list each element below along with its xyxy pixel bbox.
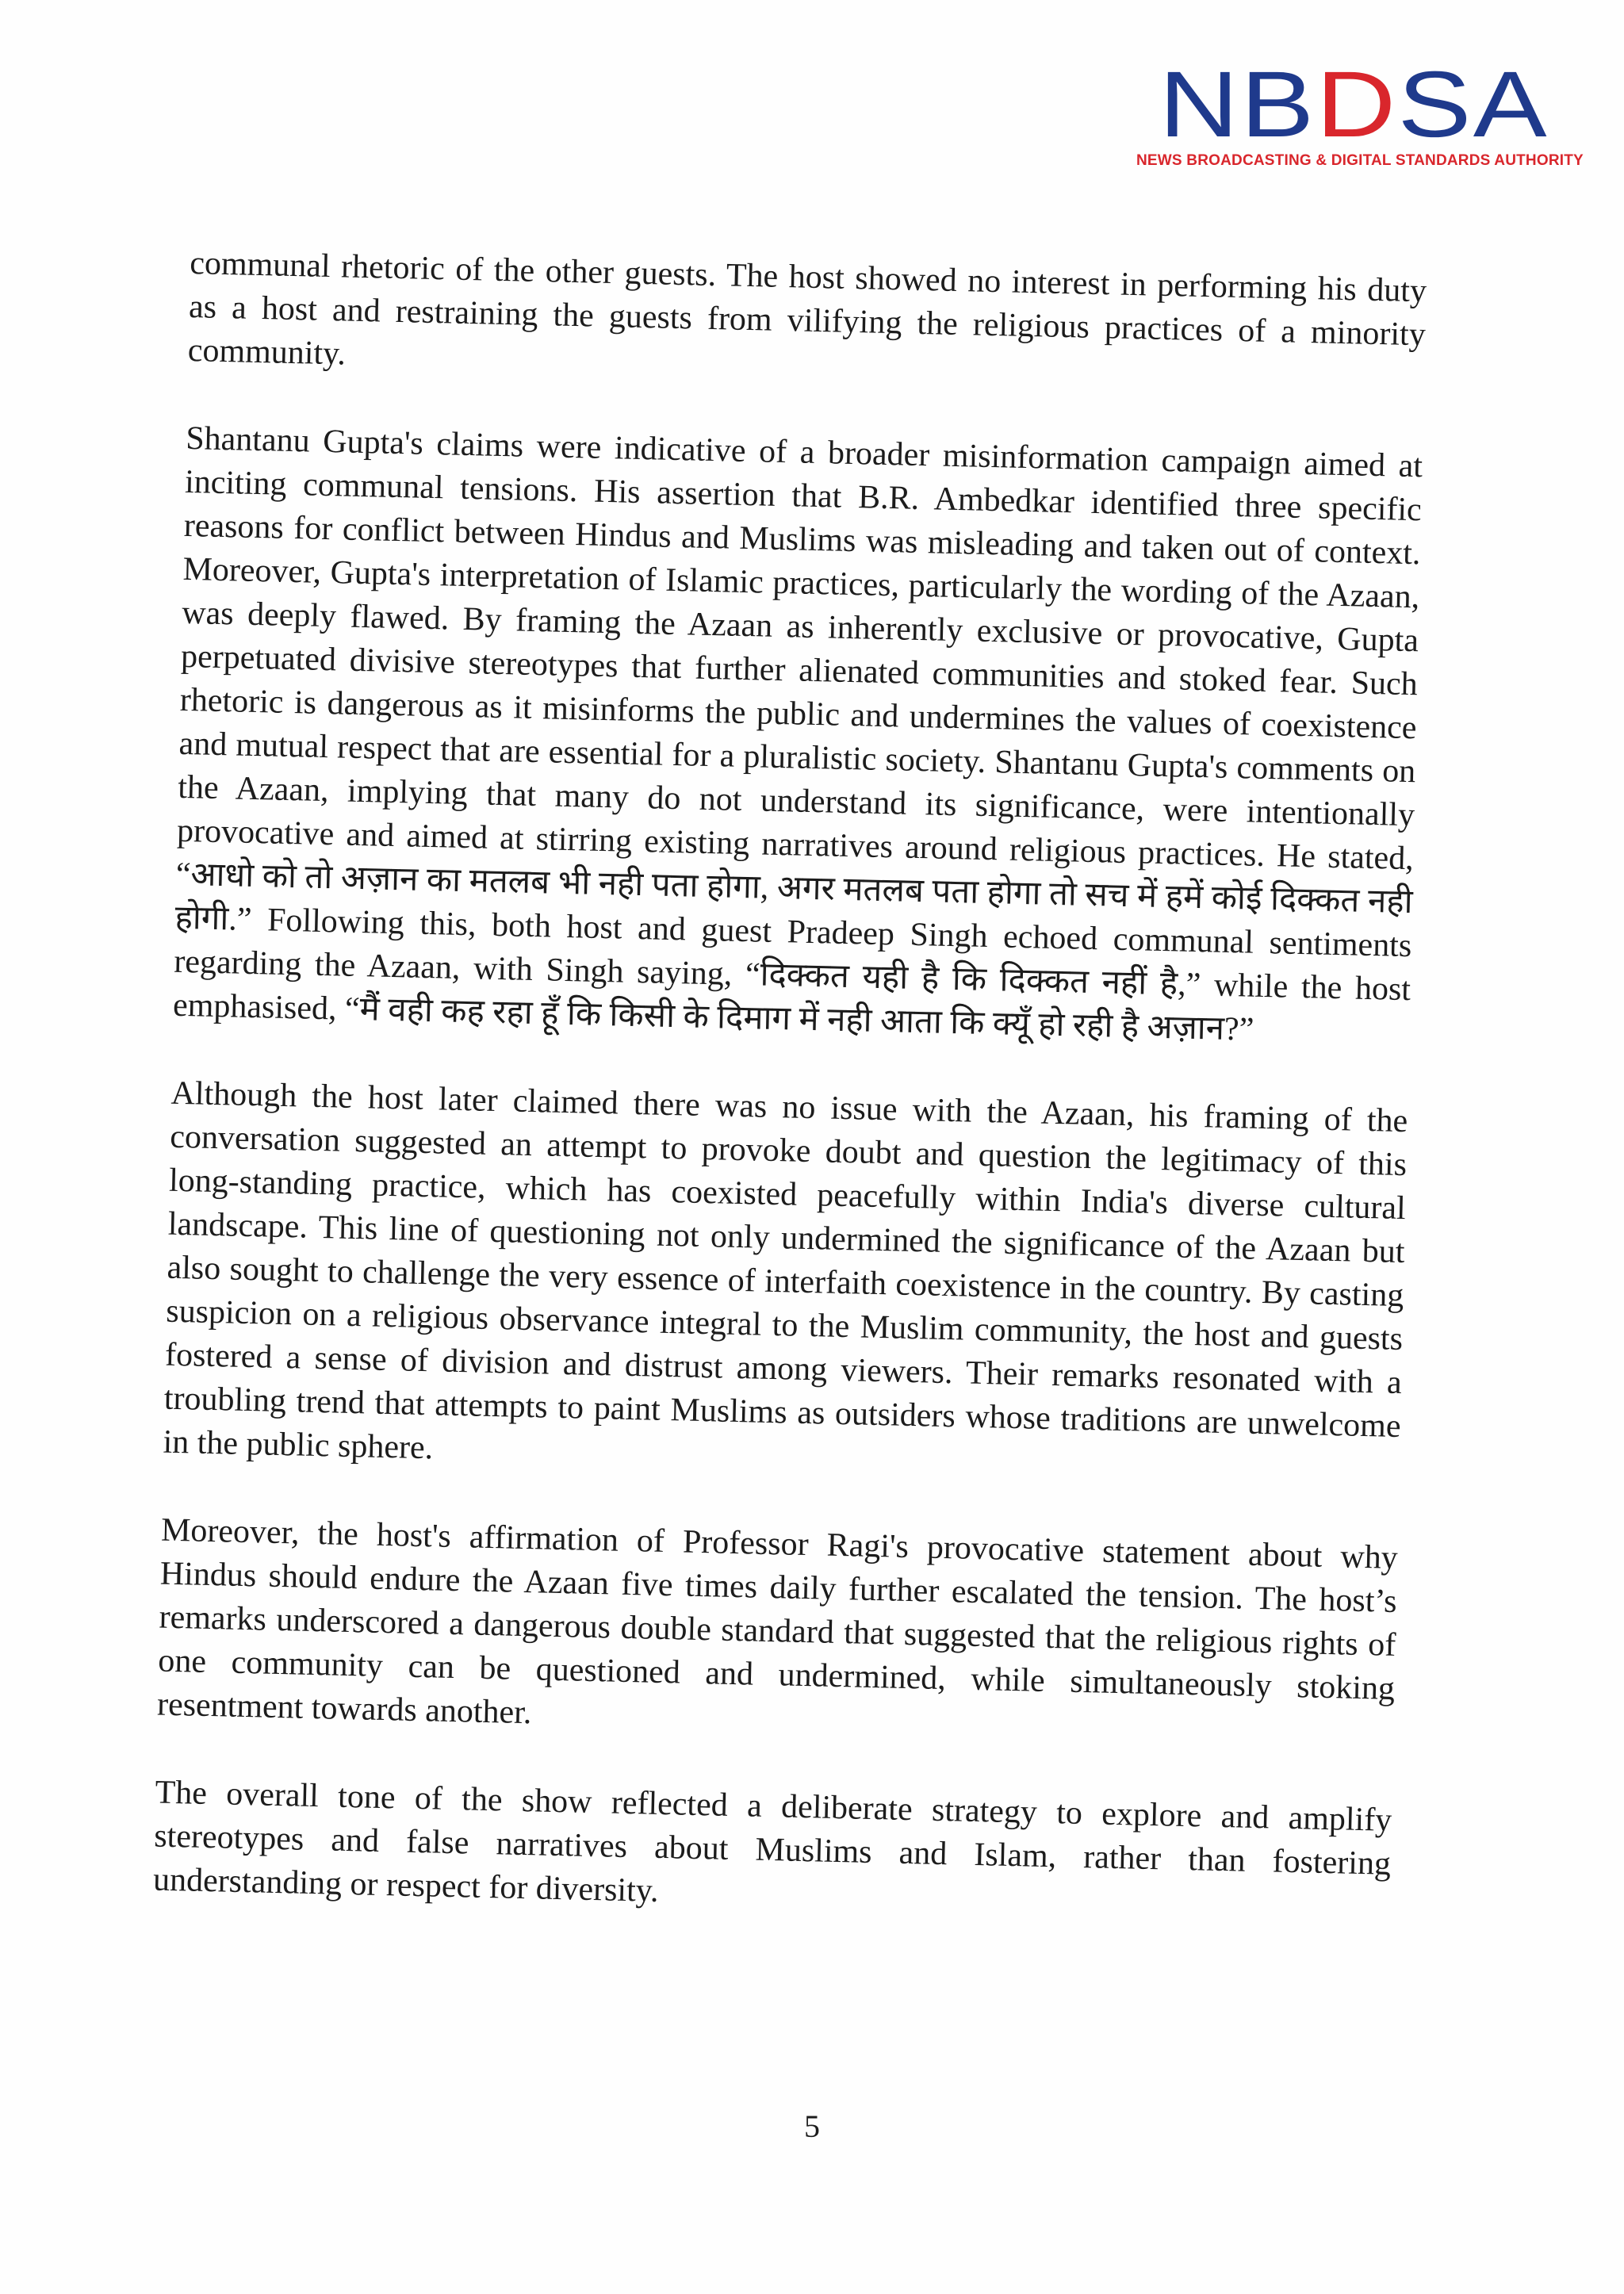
nbdsa-logo [1136, 52, 1584, 170]
logo-wordmark-sa: SA [1397, 52, 1549, 157]
logo-wordmark [1062, 52, 1549, 157]
body-text [151, 242, 1427, 1974]
paragraph-3: Although the host later claimed there was no issue with the Azaan, his framing of the conversation suggested an attempt to provoke doubt and question the legitimacy of this long-standing practice, which has coexisted peacefully within India's diverse cultural landscape. This line of questioning not only undermined the significance of the Azaan but also sought to challenge the very essence of interfaith coexistence in the country. By casting suspicion on a religious observance integral to the Muslim community, the host and guests fostered a sense of division and distrust among viewers. Their remarks resonated with a troubling trend that attempts to paint Muslims as outsiders whose traditions are unwelcome in the public sphere. [163, 1074, 1408, 1467]
paragraph-5: The overall tone of the show reflected a deliberate strategy to explore and amplify stereotypes and false narratives about Muslims and Islam, rather than fostering understanding or respect for diversity. [152, 1774, 1392, 1909]
paragraph-1: communal rhetoric of the other guests. The host showed no interest in performing his duty as a host and restraining the guests from vilifying the religious practices of a minority community. [187, 244, 1427, 373]
paragraph-2: Shantanu Gupta's claims were indicative of a broader misinformation campaign aimed at inciting communal tensions. His assertion that B.R. Ambedkar identified three specific reasons for conflict between Hindus and Muslims was misleading and taken out of context. Moreover, Gupta's interpretation of Islamic practices, particularly the wording of the Azaan, was deeply flawed. By framing the Azaan as inherently exclusive or provocative, Gupta perpetuated divisive stereotypes that further alienated communities and stoked fear. Such rhetoric is dangerous as it misinforms the public and undermines the values of coexistence and mutual respect that are essential for a pluralistic society. Shantanu Gupta's comments on the Azaan, implying that many do not understand its significance, were intentionally provocative and aimed at stirring existing narratives around religious practices. He stated, “आधो को तो अज़ान का मतलब भी नही पता होगा, अगर मतलब पता होगा तो सच में हमें कोई दिक्कत नही होगी.” Following this, both host and guest Pradeep Singh echoed communal sentiments regarding the Azaan, with Singh saying, “दिक्कत यही है कि दिक्कत नहीं है,” while the host emphasised, “मैं वही कह रहा हूँ कि किसी के दिमाग में नही आता कि क्यूँ हो रही है अज़ान?” [172, 419, 1423, 1048]
logo-wordmark-d: D [1316, 52, 1398, 157]
logo-wordmark-nb: NB [1159, 52, 1316, 157]
paragraph-4: Moreover, the host's affirmation of Professor Ragi's provocative statement about why Hindus should endure the Azaan five times daily further escalated the tension. The host’s remarks underscored a dangerous double standard that suggested that the religious rights of one community can be questioned and undermined, while simultaneously stoking resentment towards another. [156, 1511, 1399, 1732]
page-number: 5 [804, 2108, 820, 2144]
logo-tagline: NEWS BROADCASTING & DIGITAL STANDARDS AUTHORITY [1136, 152, 1584, 169]
